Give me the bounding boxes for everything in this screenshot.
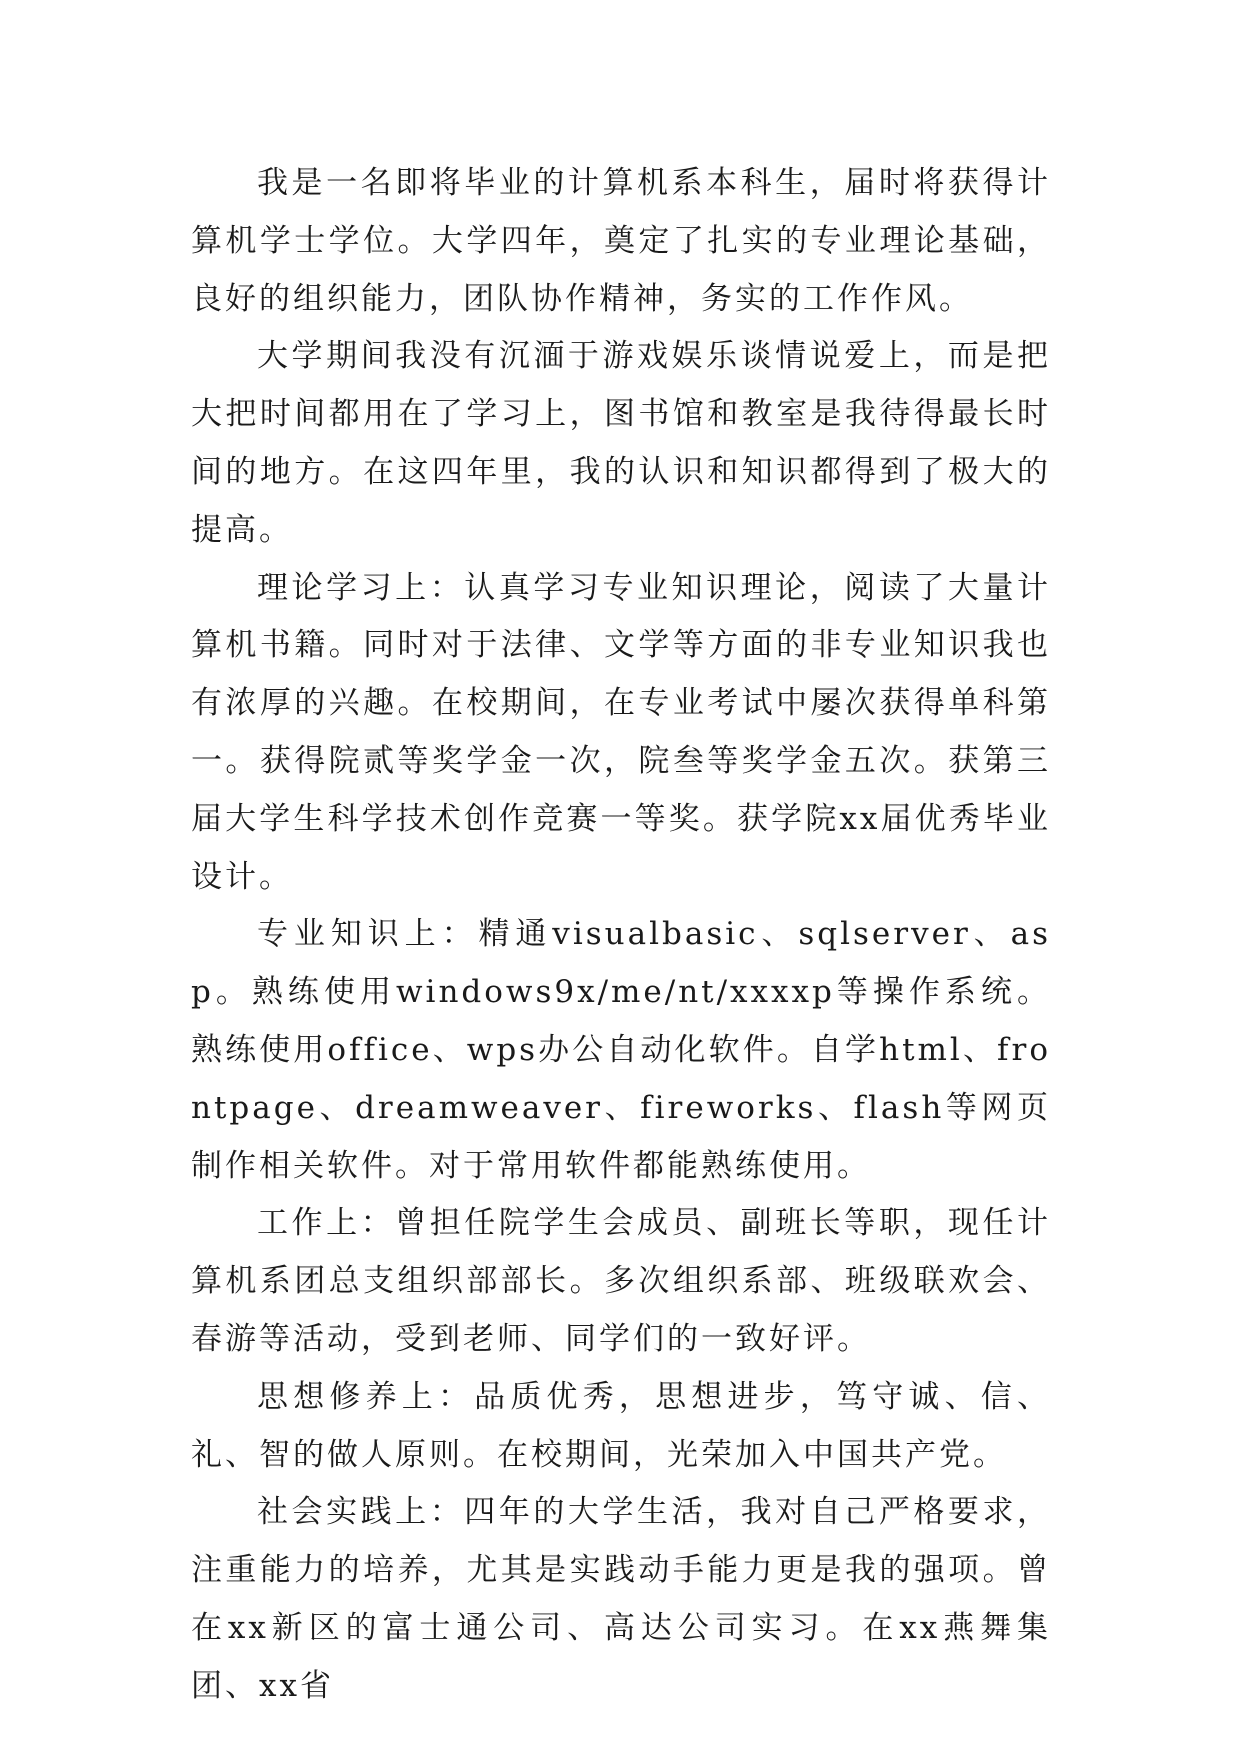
paragraph-social-practice: 社会实践上：四年的大学生活，我对自己严格要求，注重能力的培养，尤其是实践动手能力更是我的强项。曾在xx新区的富士通公司、高达公司实习。在xx燕舞集团、xx省 [191, 1494, 1051, 1704]
paragraph-university-life: 大学期间我没有沉湎于游戏娱乐谈情说爱上，而是把大把时间都用在了学习上，图书馆和教室是我待得最长时间的地方。在这四年里，我的认识和知识都得到了极大的提高。 [191, 338, 1051, 548]
paragraph-professional-knowledge: 专业知识上：精通visualbasic、sqlserver、asp。熟练使用windows9x/me/nt/xxxxp等操作系统。熟练使用office、wps办公自动化软件。自学html、frontpage、dreamweaver、fireworks、flash等网页制作相关软件。对于常用软件都能熟练使用。 [191, 916, 1051, 1184]
paragraph-ideology: 思想修养上：品质优秀，思想进步，笃守诚、信、礼、智的做人原则。在校期间，光荣加入中国共产党。 [191, 1378, 1051, 1473]
paragraph-intro: 我是一名即将毕业的计算机系本科生，届时将获得计算机学士学位。大学四年，奠定了扎实的专业理论基础，良好的组织能力，团队协作精神，务实的工作作风。 [191, 165, 1051, 317]
document-body [191, 155, 1051, 1716]
paragraph-theory-study: 理论学习上：认真学习专业知识理论，阅读了大量计算机书籍。同时对于法律、文学等方面的非专业知识我也有浓厚的兴趣。在校期间，在专业考试中屡次获得单科第一。获得院贰等奖学金一次，院叁等奖学金五次。获第三届大学生科学技术创作竞赛一等奖。获学院xx届优秀毕业设计。 [191, 569, 1051, 895]
paragraph-work: 工作上：曾担任院学生会成员、副班长等职，现任计算机系团总支组织部部长。多次组织系部、班级联欢会、春游等活动，受到老师、同学们的一致好评。 [191, 1205, 1051, 1357]
